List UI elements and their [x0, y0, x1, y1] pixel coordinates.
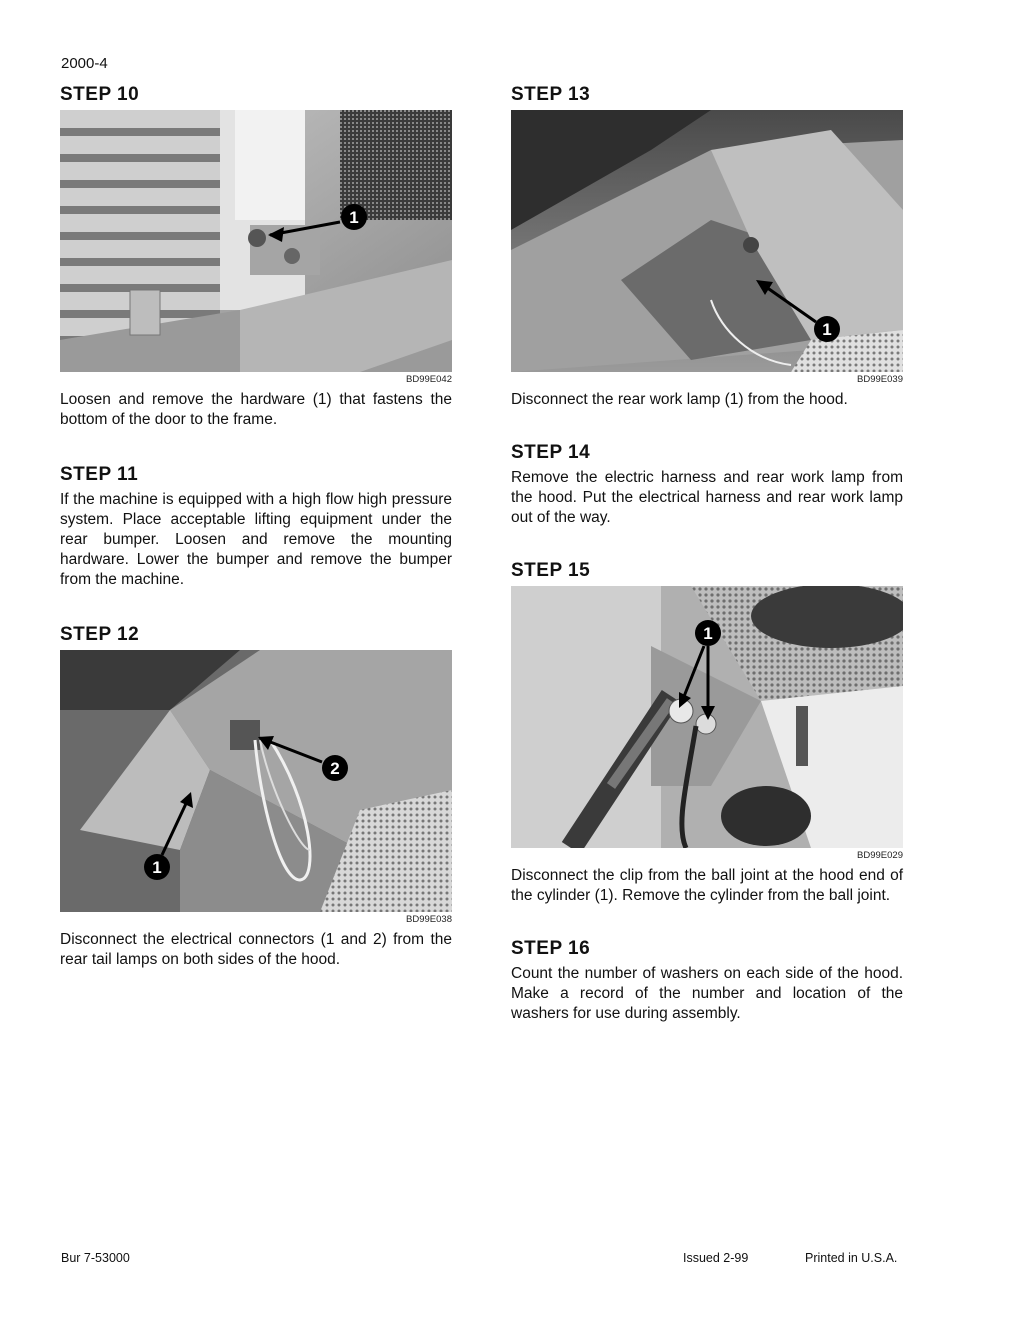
page-number: 2000-4 — [61, 55, 108, 72]
step-12-callout-1: 1 — [152, 858, 162, 877]
footer-issued: Issued 2-99 — [683, 1251, 749, 1265]
step-16-title: STEP 16 — [511, 938, 591, 959]
step-15-figure-code: BD99E029 — [857, 850, 903, 861]
step-12-title: STEP 12 — [60, 624, 140, 645]
step-10 — [60, 84, 452, 430]
step-14 — [511, 442, 903, 528]
step-15-photo — [511, 586, 903, 862]
footer-doc-number: Bur 7-53000 — [61, 1251, 130, 1265]
step-13-text: Disconnect the rear work lamp (1) from the hood. — [511, 391, 848, 408]
step-15-text: Disconnect the clip from the ball joint at the hood end of the cylinder (1). Remove the cylinder from the ball joint. — [511, 867, 903, 904]
step-11 — [60, 464, 452, 590]
step-14-title: STEP 14 — [511, 442, 591, 463]
step-15-title: STEP 15 — [511, 560, 591, 581]
step-12 — [60, 624, 452, 970]
rear-work-lamp-photo — [511, 110, 903, 372]
step-14-text: Remove the electric harness and rear work lamp from the hood. Put the electrical harness and rear work lamp out of the way. — [511, 469, 903, 526]
footer-printed: Printed in U.S.A. — [805, 1251, 898, 1265]
step-13-figure-code: BD99E039 — [857, 374, 903, 385]
step-12-figure-code: BD99E038 — [406, 914, 452, 925]
step-13 — [511, 84, 903, 410]
step-16-text: Count the number of washers on each side of the hood. Make a record of the number and location of the washers for use during assembly. — [511, 965, 903, 1022]
step-13-callout-1: 1 — [822, 320, 832, 339]
step-10-callout-1: 1 — [349, 208, 359, 227]
tail-lamp-connectors-photo — [60, 650, 452, 912]
step-15-callout-1: 1 — [703, 624, 713, 643]
cylinder-ball-joint-photo — [511, 586, 903, 848]
step-12-callout-2: 2 — [330, 759, 340, 778]
step-10-photo — [60, 110, 452, 386]
step-10-text: Loosen and remove the hardware (1) that fastens the bottom of the door to the frame. — [60, 391, 452, 428]
step-12-text: Disconnect the electrical connectors (1 and 2) from the rear tail lamps on both sides of the hood. — [60, 931, 452, 968]
step-16 — [511, 938, 903, 1024]
step-13-photo — [511, 110, 903, 386]
step-12-photo — [60, 650, 452, 926]
right-column — [511, 84, 903, 1024]
step-15 — [511, 560, 903, 906]
step-10-title: STEP 10 — [60, 84, 140, 105]
door-hardware-photo — [60, 110, 452, 372]
left-column — [60, 84, 452, 970]
step-13-title: STEP 13 — [511, 84, 591, 105]
step-11-title: STEP 11 — [60, 464, 139, 485]
step-11-text: If the machine is equipped with a high flow high pressure system. Place acceptable lifting equipment under the rear bumper. Loosen and remove the mounting hardware. Lower the bumper and remove the bumper from the machine. — [60, 491, 452, 588]
step-10-figure-code: BD99E042 — [406, 374, 452, 385]
